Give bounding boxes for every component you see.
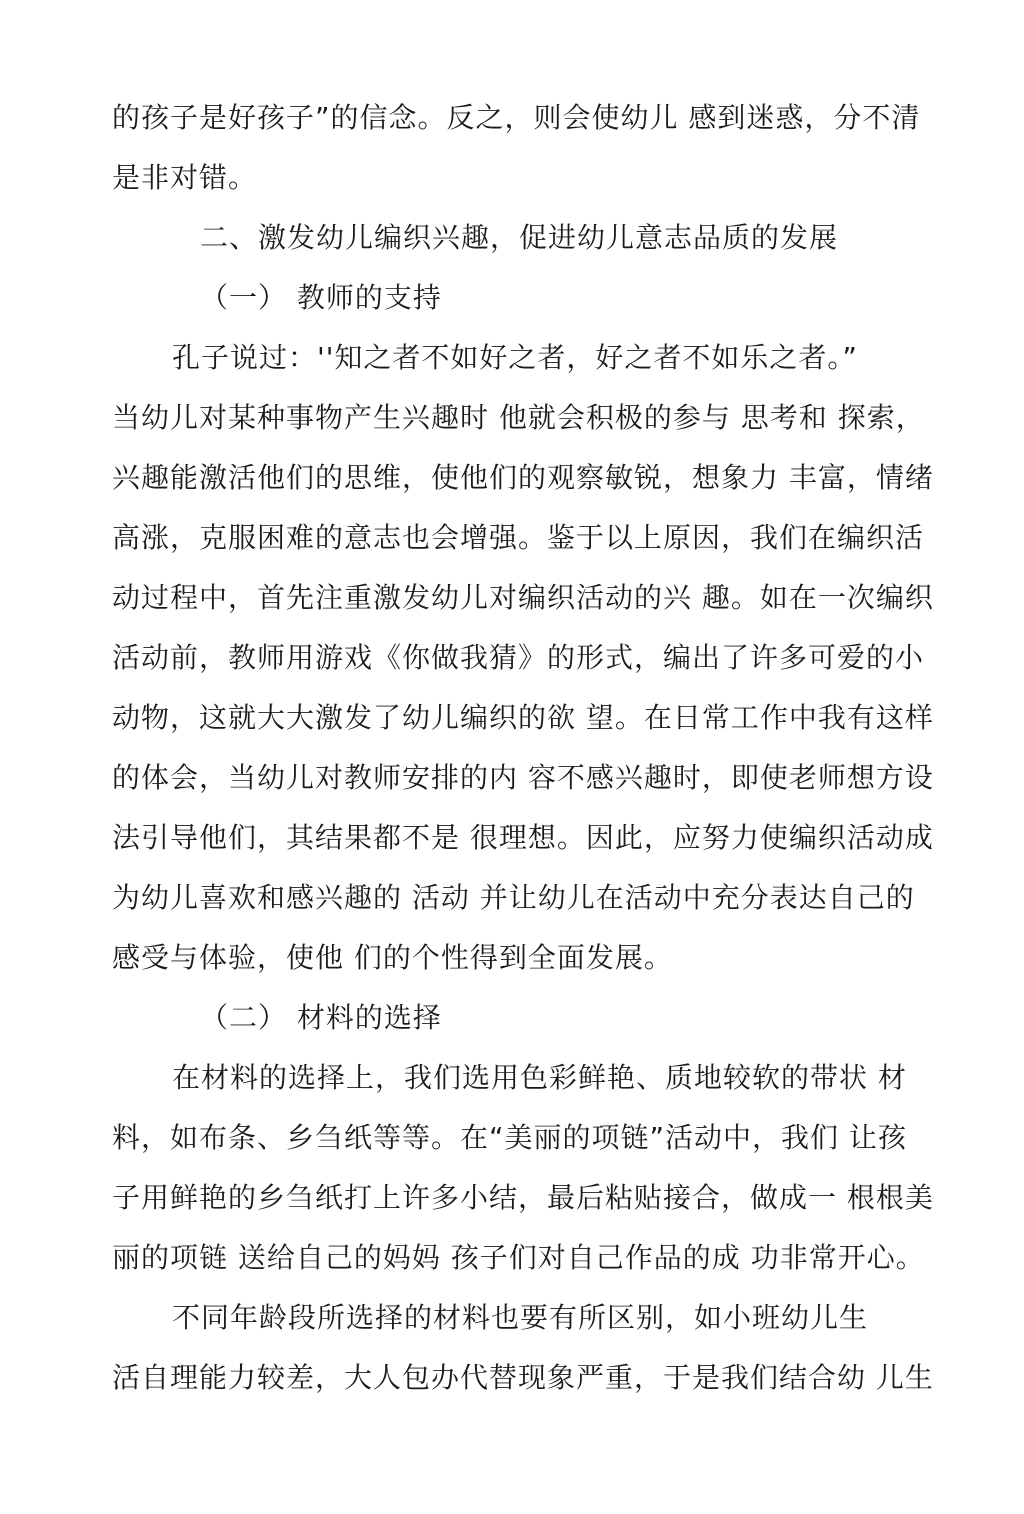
paragraph-line: 当幼儿对某种事物产生兴趣时 他就会积极的参与 思考和 探索， — [112, 401, 925, 434]
paragraph-line: 的体会，当幼儿对教师安排的内 容不感兴趣时，即使老师想方设 — [112, 761, 934, 794]
paragraph-line: 感受与体验，使他 们的个性得到全面发展。 — [112, 941, 673, 974]
section-heading: 二、激发幼儿编织兴趣，促进幼儿意志品质的发展 — [200, 221, 839, 254]
paragraph-line: 在材料的选择上，我们选用色彩鲜艳、质地较软的带状 材 — [172, 1061, 907, 1094]
paragraph-line: 丽的项链 送给自己的妈妈 孩子们对自己作品的成 功非常开心。 — [112, 1241, 925, 1274]
paragraph-line: 高涨，克服困难的意志也会增强。鉴于以上原因，我们在编织活 — [112, 521, 925, 554]
paragraph-line: 子用鲜艳的乡刍纸打上许多小结，最后粘贴接合，做成一 根根美 — [112, 1181, 934, 1214]
subsection-heading: （二） 材料的选择 — [200, 1001, 442, 1034]
paragraph-line: 是非对错。 — [112, 161, 258, 194]
paragraph-line: 活自理能力较差，大人包办代替现象严重，于是我们结合幼 儿生 — [112, 1361, 934, 1394]
paragraph-line: 法引导他们，其结果都不是 很理想。因此，应努力使编织活动成 — [112, 821, 934, 854]
paragraph-line: 的孩子是好孩子”的信念。反之，则会使幼儿 感到迷惑，分不清 — [112, 101, 921, 134]
paragraph-line: 活动前，教师用游戏《你做我猜》的形式，编出了许多可爱的小 — [112, 641, 925, 674]
paragraph-line: 动物，这就大大激发了幼儿编织的欲 望。在日常工作中我有这样 — [112, 701, 934, 734]
paragraph-line: 孔子说过：''知之者不如好之者，好之者不如乐之者。” — [172, 341, 858, 374]
subsection-heading: （一） 教师的支持 — [200, 281, 442, 314]
paragraph-line: 兴趣能激活他们的思维，使他们的观察敏锐，想象力 丰富，情绪 — [112, 461, 934, 494]
paragraph-line: 不同年龄段所选择的材料也要有所区别，如小班幼儿生 — [172, 1301, 869, 1334]
paragraph-line: 动过程中，首先注重激发幼儿对编织活动的兴 趣。如在一次编织 — [112, 581, 934, 614]
paragraph-line: 为幼儿喜欢和感兴趣的 活动 并让幼儿在活动中充分表达自己的 — [112, 881, 915, 914]
paragraph-line: 料，如布条、乡刍纸等等。在“美丽的项链”活动中，我们 让孩 — [112, 1121, 907, 1154]
